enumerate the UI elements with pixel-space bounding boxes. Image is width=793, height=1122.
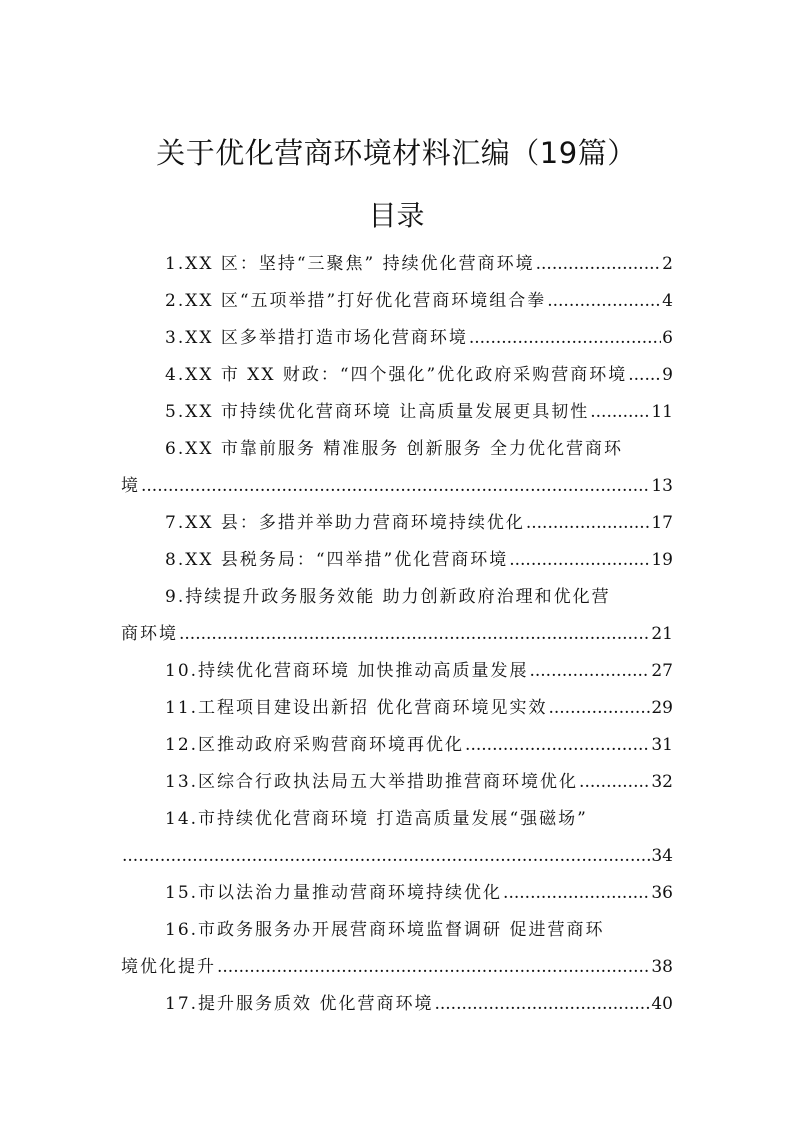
- toc-entry-line: [121, 875, 673, 912]
- toc-entry[interactable]: [121, 986, 673, 1023]
- toc-entry[interactable]: [121, 875, 673, 912]
- toc-entry-title: 3.XX 区多举措打造市场化营商环境: [165, 328, 468, 348]
- toc-entry-title: 5.XX 市持续优化营商环境 让高质量发展更具韧性: [165, 402, 590, 422]
- toc-page-number: 9: [662, 365, 673, 385]
- dot-leader: [628, 357, 661, 394]
- dot-leader: [469, 320, 661, 357]
- toc-entry-title: 1.XX 区：坚持“三聚焦” 持续优化营商环境: [165, 254, 535, 274]
- dot-leader: [526, 505, 651, 542]
- toc-entry-title: 16.市政务服务办开展营商环境监督调研 促进营商环: [165, 920, 605, 940]
- toc-entry-line: [121, 283, 673, 320]
- toc-page-number: 34: [651, 846, 673, 866]
- toc-entry[interactable]: [121, 690, 673, 727]
- toc-entry-line: [121, 949, 673, 986]
- toc-page-number: 27: [651, 661, 673, 681]
- toc-entry-line: [121, 357, 673, 394]
- toc-entry[interactable]: [121, 357, 673, 394]
- toc-entry[interactable]: [121, 653, 673, 690]
- toc-entry-title: 17.提升服务质效 优化营商环境: [165, 994, 434, 1014]
- toc-entry-line: [121, 727, 673, 764]
- toc-page-number: 29: [651, 698, 673, 718]
- dot-leader: [590, 394, 650, 431]
- toc-page-number: 31: [651, 735, 673, 755]
- toc-entry-line: [121, 320, 673, 357]
- toc-entry-line: [121, 690, 673, 727]
- toc-entry-line: [121, 505, 673, 542]
- toc-entry-title: 2.XX 区“五项举措”打好优化营商环境组合拳: [165, 291, 547, 311]
- document-title: 关于优化营商环境材料汇编（19篇）: [156, 136, 637, 170]
- toc-entry-line: [121, 653, 673, 690]
- toc-entry-title: 境: [121, 476, 140, 496]
- toc-entry-line: [121, 838, 673, 875]
- toc-entry-line: [121, 394, 673, 431]
- toc-entry-line: [121, 246, 673, 283]
- toc-page-number: 2: [662, 254, 673, 274]
- toc-entry-title: 12.区推动政府采购营商环境再优化: [165, 735, 465, 755]
- dot-leader: [503, 875, 650, 912]
- toc-entry[interactable]: [121, 320, 673, 357]
- toc-entry-line: [121, 764, 673, 801]
- toc-page-number: 11: [651, 402, 673, 422]
- toc-page-number: 36: [651, 883, 673, 903]
- toc-entry-line: [121, 468, 673, 505]
- toc-page-number: 13: [651, 476, 673, 496]
- dot-leader: [548, 690, 650, 727]
- dot-leader: [509, 542, 650, 579]
- toc-entry-title: 11.工程项目建设出新招 优化营商环境见实效: [165, 698, 548, 718]
- dot-leader: [141, 468, 650, 505]
- toc-entry[interactable]: [121, 505, 673, 542]
- toc-entry-title: 6.XX 市靠前服务 精准服务 创新服务 全力优化营商环: [165, 439, 624, 459]
- toc-entry[interactable]: [121, 727, 673, 764]
- toc-page-number: 4: [662, 291, 673, 311]
- toc-entry[interactable]: [121, 394, 673, 431]
- toc-page-number: 6: [662, 328, 673, 348]
- toc-entry-title: 商环境: [121, 624, 178, 644]
- toc-entry-title: 15.市以法治力量推动营商环境持续优化: [165, 883, 503, 903]
- toc-page-number: 40: [651, 994, 673, 1014]
- toc-entry[interactable]: [121, 912, 673, 986]
- dot-leader: [179, 616, 650, 653]
- toc-entry[interactable]: [121, 542, 673, 579]
- dot-leader: [536, 246, 662, 283]
- toc-page-number: 21: [651, 624, 673, 644]
- toc-entry[interactable]: [121, 246, 673, 283]
- toc-entry[interactable]: [121, 764, 673, 801]
- toc-entry[interactable]: [121, 801, 673, 875]
- dot-leader: [579, 764, 650, 801]
- toc-entry-title: 4.XX 市 XX 财政：“四个强化”优化政府采购营商环境: [165, 365, 628, 385]
- toc-entry-line: [121, 986, 673, 1023]
- toc-heading: 目录: [368, 199, 425, 232]
- toc-entry-title: 10.持续优化营商环境 加快推动高质量发展: [165, 661, 529, 681]
- dot-leader: [217, 949, 650, 986]
- toc-entry-title: 8.XX 县税务局：“四举措”优化营商环境: [165, 550, 509, 570]
- toc-page-number: 17: [651, 513, 673, 533]
- toc-entry-title: 14.市持续优化营商环境 打造高质量发展“强磁场”: [165, 809, 588, 829]
- toc-page-number: 19: [651, 550, 673, 570]
- dot-leader: [434, 986, 650, 1023]
- toc-entry-line: [121, 616, 673, 653]
- toc-entry[interactable]: [121, 579, 673, 653]
- toc-entry-title: 13.区综合行政执法局五大举措助推营商环境优化: [165, 772, 579, 792]
- toc-page-number: 38: [651, 957, 673, 977]
- toc-entry[interactable]: [121, 283, 673, 320]
- dot-leader: [547, 283, 661, 320]
- dot-leader: [465, 727, 650, 764]
- toc-entry[interactable]: [121, 431, 673, 505]
- table-of-contents: [121, 246, 673, 1023]
- toc-entry-title: 9.持续提升政务服务效能 助力创新政府治理和优化营: [165, 587, 611, 607]
- toc-entry-title: 7.XX 县：多措并举助力营商环境持续优化: [165, 513, 525, 533]
- dot-leader: [122, 838, 650, 875]
- dot-leader: [529, 653, 650, 690]
- toc-entry-line: [121, 542, 673, 579]
- toc-page-number: 32: [651, 772, 673, 792]
- toc-entry-title: 境优化提升: [121, 957, 216, 977]
